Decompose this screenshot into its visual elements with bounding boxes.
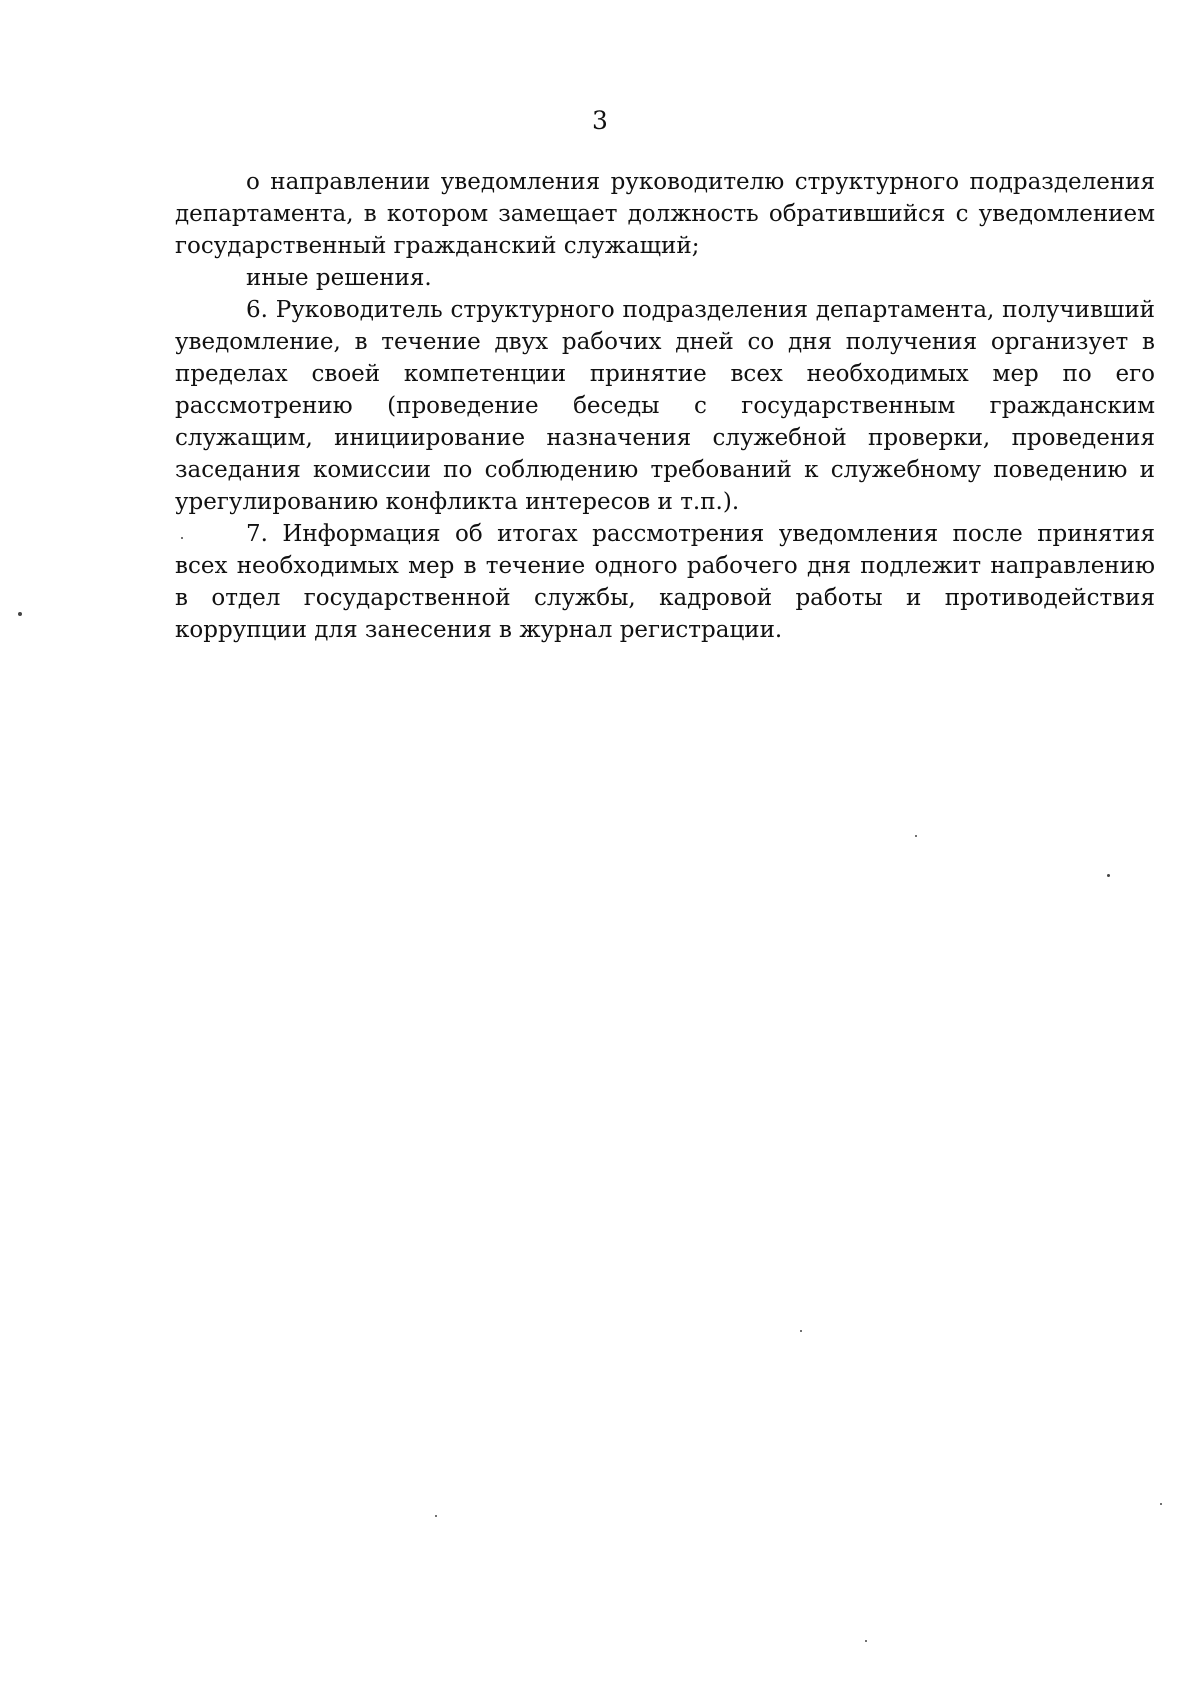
paragraph-other-decisions: иные решения. — [246, 265, 432, 291]
scan-speck — [915, 835, 917, 837]
scan-speck — [435, 1515, 437, 1517]
document-body — [175, 166, 1155, 646]
scan-speck — [18, 612, 22, 616]
scan-speck — [181, 537, 183, 539]
paragraph-notification-direction: о направлении уведомления руководителю структурного подразделения департамента, в котором замещает должность обратившийся с уведомлением государственный гражданский служащий; — [175, 169, 1155, 259]
page-number: 3 — [592, 106, 608, 135]
scan-speck — [865, 1640, 867, 1642]
paragraph-item-6: 6. Руководитель структурного подразделения департамента, получивший уведомление, в течение двух рабочих дней со дня получения организует в пределах своей компетенции принятие всех необходимых мер по его рассмотрению (проведение беседы с государственным гражданским служащим, инициирование назначения служебной проверки, проведения заседания комиссии по соблюдению требований к служебному поведению и урегулированию конфликта интересов и т.п.). — [175, 297, 1155, 515]
scan-speck — [800, 1330, 802, 1332]
scan-speck — [1160, 1503, 1162, 1505]
paragraph-item-7: 7. Информация об итогах рассмотрения уведомления после принятия всех необходимых мер в течение одного рабочего дня подлежит направлению в отдел государственной службы, кадровой работы и противодействия коррупции для занесения в журнал регистрации. — [175, 521, 1155, 643]
scan-speck — [1107, 874, 1110, 877]
